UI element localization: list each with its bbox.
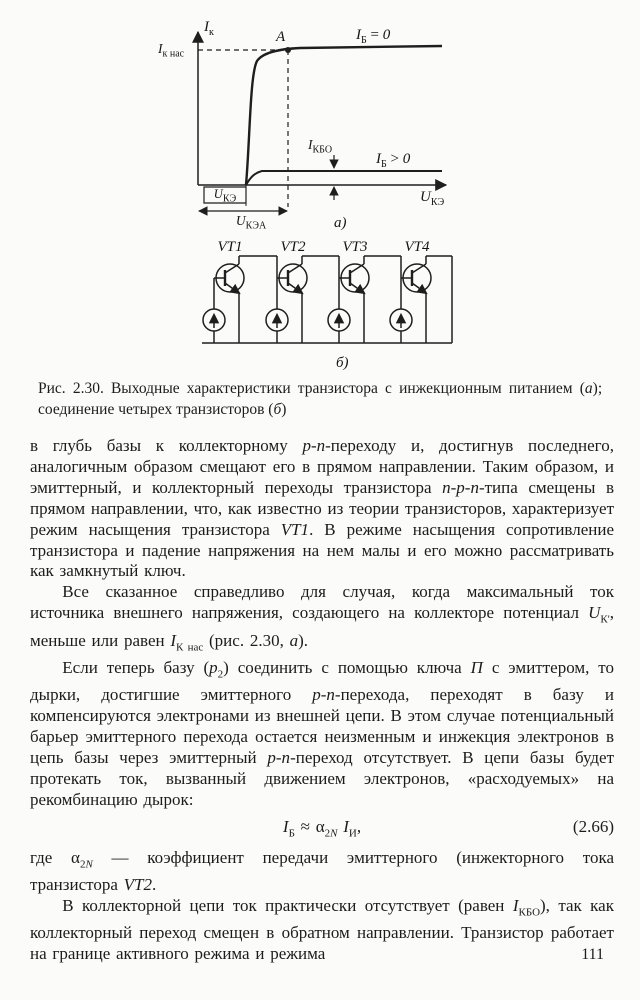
subfigure-b-label: б): [336, 355, 349, 371]
paragraph-4: где $\alpha_{2N}$ — коэффициент передачи эмиттерного (инжекторного тока транзистора VT2.: [30, 847, 614, 895]
paragraph-3: Если теперь базу $(p_2)$ соединить с помощью ключа П с эмиттером, то дырки, достигшие эмиттерного p-n-перехода, переходят в базу и компенсируются электронами из внешней цепи. В этом случае потенциальный барьер эмиттерного перехода остается неизменным и инжекция электронов в цепь базы через эмиттерный p-n-переход отсутствует. В цепи базы будет протекать ток, вызванный движением электронов, «расходуемых» на рекомбинацию дырок:: [30, 657, 614, 809]
vt4-label: VT4: [404, 239, 430, 255]
y-axis-label: $I_к$: [204, 19, 214, 38]
curve-ibgt0: [246, 171, 442, 185]
vt1-label: VT1: [217, 239, 243, 255]
iknas-label: $I_{к нас}$: [158, 41, 185, 60]
uke-label: $U_{КЭ}$: [213, 187, 237, 205]
point-a-label: A: [276, 29, 286, 45]
x-axis-label: $U_{КЭ}$: [420, 189, 445, 208]
ikbo-label: $I_{КБО}$: [308, 137, 333, 156]
subfigure-a-label: а): [334, 215, 347, 231]
ib0-label: $I_Б = 0$: [356, 27, 391, 46]
formula: $I_Б \approx \alpha_{2N}$ $I_И$,: [282, 816, 362, 839]
page-number: 111: [581, 946, 604, 963]
figure-b-schematic: [168, 240, 468, 376]
formula-row: [30, 817, 614, 844]
current-source-4: [390, 309, 412, 343]
current-source-3: [328, 309, 350, 343]
current-source-2: [266, 309, 288, 343]
figure-b: [168, 240, 468, 376]
body-text: [30, 436, 614, 965]
current-source-1: [203, 309, 225, 343]
figure-caption: Рис. 2.30. Выходные характеристики транзистора с инжекционным питанием (а); соединение четырех транзисторов (б): [38, 380, 606, 418]
vt2-label: VT2: [280, 239, 306, 255]
equation-number: (2.66): [572, 816, 614, 836]
point-a-dot: [285, 47, 291, 53]
vt3-label: VT3: [342, 239, 368, 255]
figure-a-graph: [158, 14, 458, 240]
paragraph-1: в глубь базы к коллекторному p-n-переходу и, достигнув последнего, аналогичным образом смещают его в прямом направлении. Таким образом, и эмиттерный, и коллекторный переходы транзистора n-p-n-типа смещены в прямом направлении, что, как известно из теории транзисторов, характеризует режим насыщения транзистора VT1. В режиме насыщения сопротивление транзистора и падение напряжения на нем малы и его можно рассматривать как замкнутый ключ.: [30, 436, 615, 581]
curve-ib0: [246, 46, 442, 185]
ukea-label: $U_{КЭА}$: [235, 213, 267, 232]
ibgt0-label: $I_Б > 0$: [376, 151, 411, 170]
paragraph-2: Все сказанное справедливо для случая, когда максимальный ток источника внешнего напряжения, создающего на коллекторе потенциал $U_{К'}$, меньше или равен $I_{К нас}$ (рис. 2.30, а).: [30, 582, 614, 653]
paragraph-5: В коллекторной цепи ток практически отсутствует (равен $I_{КБО}$), так как коллекторный переход смещен в обратном направлении. Транзистор работает на границе активного режима и режима: [30, 896, 614, 964]
figure-a: [158, 14, 458, 240]
